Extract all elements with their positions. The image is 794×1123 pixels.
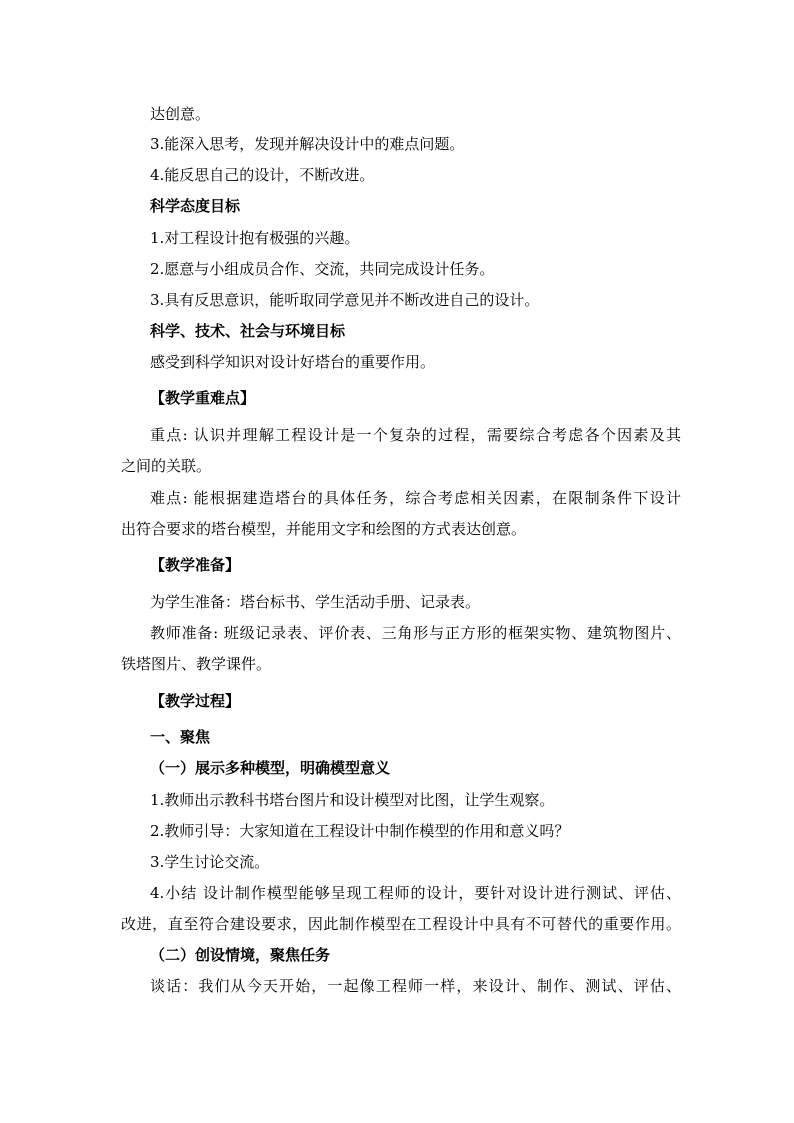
text-line: 4.小结 设计制作模型能够呈现工程师的设计，要针对设计进行测试、评估、	[150, 884, 681, 902]
text-line: 感受到科学知识对设计好塔台的重要作用。	[150, 353, 436, 371]
text-line: 谈话：我们从今天开始，一起像工程师一样，来设计、制作、测试、评估、	[150, 977, 681, 995]
text-line: 2.教师引导：大家知道在工程设计中制作模型的作用和意义吗？	[150, 822, 570, 840]
text-line: 铁塔图片、教学课件。	[121, 655, 272, 673]
text-line: 教师准备: 班级记录表、评价表、三角形与正方形的框架实物、建筑物图片、	[150, 624, 681, 642]
text-line: 2.愿意与小组成员合作、交流，共同完成设计任务。	[150, 260, 495, 278]
section-heading: 科学态度目标	[150, 197, 241, 215]
subsection-heading: （二）创设情境，聚焦任务	[150, 946, 331, 964]
text-line: 3.学生讨论交流。	[150, 853, 270, 871]
text-line: 1.教师出示教科书塔台图片和设计模型对比图，让学生观察。	[150, 791, 555, 809]
text-line: 1.对工程设计抱有极强的兴趣。	[150, 229, 360, 247]
text-line: 4.能反思自己的设计，不断改进。	[150, 166, 375, 184]
text-line: 3.具有反思意识，能听取同学意见并不断改进自己的设计。	[150, 291, 540, 309]
text-line: 达创意。	[150, 105, 211, 123]
section-heading: 【教学重难点】	[150, 389, 256, 407]
text-line: 为学生准备：塔台标书、学生活动手册、记录表。	[150, 593, 481, 611]
text-line: 之间的关联。	[121, 457, 212, 475]
section-heading: 【教学过程】	[150, 692, 241, 710]
text-line: 3.能深入思考，发现并解决设计中的难点问题。	[150, 135, 465, 153]
text-line: 重点: 认识并理解工程设计是一个复杂的过程，需要综合考虑各个因素及其	[150, 426, 681, 444]
section-heading: 一、聚焦	[150, 728, 211, 746]
text-line: 出符合要求的塔台模型，并能用文字和绘图的方式表达创意。	[121, 520, 527, 538]
text-line: 难点: 能根据建造塔台的具体任务，综合考虑相关因素，在限制条件下设计	[150, 489, 681, 507]
text-line: 改进，直至符合建设要求，因此制作模型在工程设计中具有不可替代的重要作用。	[121, 915, 681, 933]
section-heading: 科学、技术、社会与环境目标	[150, 322, 346, 340]
subsection-heading: （一）展示多种模型，明确模型意义	[150, 759, 391, 777]
section-heading: 【教学准备】	[150, 556, 241, 574]
